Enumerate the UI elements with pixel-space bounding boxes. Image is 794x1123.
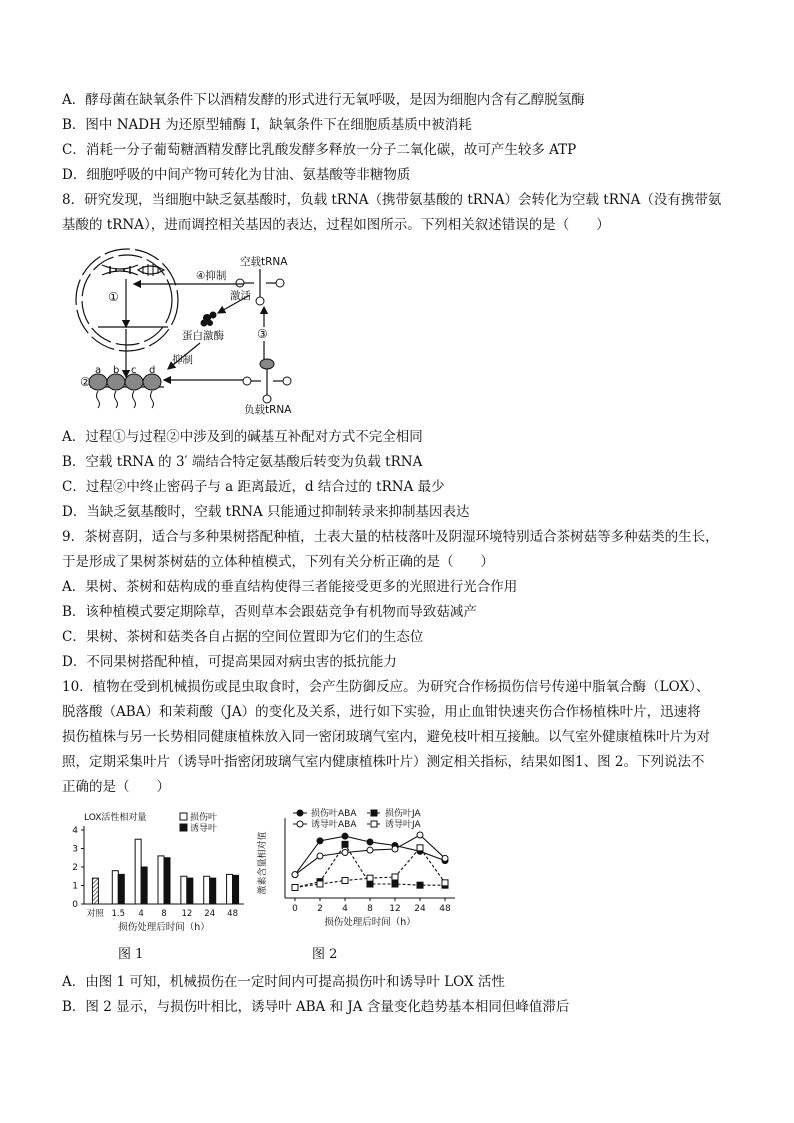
data-point (417, 882, 423, 888)
data-point (367, 839, 373, 845)
x-tick-label: 48 (439, 904, 451, 914)
x-axis-label: 损伤处理后时间（h） (118, 922, 210, 933)
bar-damaged-leaf (158, 856, 164, 904)
process-2-label: ② (80, 375, 91, 389)
legend-marker (371, 810, 377, 816)
x-tick-label: 4 (138, 909, 144, 919)
data-point (292, 872, 298, 878)
bar-induced-leaf (233, 875, 239, 904)
activate-label: 激活 (230, 290, 251, 302)
bar-damaged-leaf (135, 839, 141, 904)
data-point (367, 847, 373, 853)
loaded-trna-label: 负载tRNA (244, 404, 292, 416)
y-axis-label: 激素含量相对值 (258, 831, 268, 895)
ribosome-c-label: c (131, 365, 137, 376)
q8-option-d: D．当缺乏氨基酸时，空载 tRNA 只能通过抑制转录来抑制基因表达 (62, 504, 470, 520)
inhibit-4-label: ④抑制 (196, 270, 227, 282)
figure-1-caption: 图 1 (118, 947, 144, 962)
q10-stem-line2: 脱落酸（ABA）和茉莉酸（JA）的变化及关系，进行如下实验，用止血钳快速夹伤合作杨植株叶片，迅速将 (62, 704, 701, 720)
q8-stem-line1: 8．研究发现，当细胞中缺乏氨基酸时，负载 tRNA（携带氨基酸的 tRNA）会转化为空载 tRNA（没有携带氨 (62, 192, 722, 208)
data-point (367, 875, 373, 881)
bar-induced-leaf (164, 858, 170, 904)
q8-stem-line2: 基酸的 tRNA），进而调控相关基因的表达，过程如图所示。下列相关叙述错误的是（ ） (62, 217, 610, 233)
data-point (317, 838, 323, 844)
x-tick-label: 对照 (86, 909, 104, 919)
legend-label: 诱导叶 (190, 824, 218, 834)
x-tick-label: 12 (181, 909, 193, 919)
q10-stem-line5: 正确的是（ ） (62, 779, 170, 795)
process-3-label: ③ (257, 327, 268, 341)
x-tick-label: 24 (414, 904, 426, 914)
q9-option-a: A．果树、茶树和菇构成的垂直结构使得三者能接受更多的光照进行光合作用 (62, 579, 518, 595)
legend-label: 损伤叶ABA (311, 809, 357, 819)
bar-damaged-leaf (227, 874, 233, 904)
q10-stem-line3: 损伤植株与另一长势相同健康植株放入同一密闭玻璃气室内，避免枝叶相互接触。以气室外健康植株叶片为对 (62, 729, 710, 745)
q9-option-c: C．果树、茶树和菇类各自占据的空间位置即为它们的生态位 (62, 629, 424, 645)
data-point (342, 850, 348, 856)
data-point (392, 874, 398, 880)
q7-option-a: A．酵母菌在缺氧条件下以酒精发酵的形式进行无氧呼吸，是因为细胞内含有乙醇脱氢酶 (62, 92, 585, 108)
data-point (417, 845, 423, 851)
y-tick-label: 4 (72, 826, 78, 836)
polysome (89, 374, 164, 408)
q9-stem-line1: 9．茶树喜阴，适合与多种果树搭配种植，土表大量的枯枝落叶及阴湿环境特别适合茶树菇等多种菇类的生长， (62, 529, 719, 545)
legend-label: 损伤叶 (190, 813, 218, 823)
x-tick-label: 24 (204, 909, 216, 919)
q9-option-b: B．该种植模式要定期除草，否则草本会跟菇竞争有机物而导致菇减产 (62, 604, 477, 620)
data-point (342, 833, 348, 839)
bar-induced-leaf (118, 874, 124, 904)
q8-option-c: C．过程②中终止密码子与 a 距离最近，d 结合过的 tRNA 最少 (62, 479, 445, 495)
empty-trna-label: 空载tRNA (240, 256, 288, 268)
bar-damaged-leaf (181, 876, 187, 904)
x-tick-label: 12 (389, 904, 401, 914)
bar-induced-leaf (187, 878, 193, 904)
figure-2-line-chart (255, 808, 470, 938)
bar-control (92, 878, 98, 904)
ribosome-d-label: d (149, 365, 156, 376)
q8-option-a: A．过程①与过程②中涉及到的碱基互补配对方式不完全相同 (62, 429, 423, 445)
x-tick-label: 4 (342, 904, 348, 914)
legend-marker (371, 821, 377, 827)
q10-option-a: A．由图 1 可知，机械损伤在一定时间内可提高损伤叶和诱导叶 LOX 活性 (62, 974, 505, 990)
q7-option-d: D．细胞呼吸的中间产物可转化为甘油、氨基酸等非糖物质 (62, 167, 411, 183)
x-tick-label: 8 (161, 909, 167, 919)
dna-helix (102, 264, 164, 276)
q8-option-b: B．空载 tRNA 的 3′ 端结合特定氨基酸后转变为负载 tRNA (62, 454, 423, 470)
data-point (342, 841, 348, 847)
bar-damaged-leaf (112, 871, 118, 904)
legend-label: 损伤叶JA (385, 809, 421, 819)
x-tick-label: 48 (227, 909, 238, 919)
chart-title: LOX活性相对量 (84, 813, 147, 823)
q8-diagram (68, 243, 318, 423)
legend-swatch (180, 824, 187, 831)
q7-option-b: B．图中 NADH 为还原型辅酶 I，缺氧条件下在细胞质基质中被消耗 (62, 117, 472, 133)
x-tick-label: 0 (292, 904, 298, 914)
bar-induced-leaf (141, 867, 147, 904)
data-point (392, 881, 398, 887)
x-tick-label: 8 (367, 904, 373, 914)
x-tick-label: 2 (317, 904, 323, 914)
inhibit-label: 抑制 (172, 354, 193, 366)
data-point (317, 853, 323, 859)
process-1-label: ① (108, 290, 119, 304)
q9-option-d: D．不同果树搭配种植，可提高果园对病虫害的抵抗能力 (62, 654, 397, 670)
y-tick-label: 0 (72, 900, 78, 910)
q7-option-c: C．消耗一分子葡萄糖酒精发酵比乳酸发酵多释放一分子二氧化碳，故可产生较多 ATP (62, 142, 577, 158)
bar-damaged-leaf (204, 876, 210, 904)
legend-label: 诱导叶ABA (311, 820, 357, 830)
y-tick-label: 2 (72, 863, 78, 873)
protein-kinase-icon (201, 312, 217, 327)
legend-label: 诱导叶JA (385, 820, 421, 830)
y-tick-label: 1 (72, 881, 78, 892)
x-axis-label: 损伤处理后时间（h） (324, 917, 416, 928)
x-tick-label: 1.5 (111, 909, 126, 919)
data-point (317, 881, 323, 887)
legend-marker (297, 810, 303, 816)
ribosome-b-label: b (113, 365, 120, 376)
figure-2-caption: 图 2 (312, 947, 338, 962)
q10-option-b: B．图 2 显示，与损伤叶相比，诱导叶 ABA 和 JA 含量变化趋势基本相同但峰值滞后 (62, 999, 570, 1015)
ribosome-a-label: a (95, 365, 102, 376)
nucleus (76, 249, 178, 351)
data-point (442, 880, 448, 886)
loaded-trna (243, 359, 291, 403)
data-point (392, 846, 398, 852)
kinase-label: 蛋白激酶 (182, 330, 224, 342)
data-point (292, 885, 298, 891)
legend-marker (297, 821, 303, 827)
bar-induced-leaf (210, 878, 216, 904)
q10-stem-line4: 照，定期采集叶片（诱导叶指密闭玻璃气室内健康植株叶片）测定相关指标，结果如图1、图 2。下列说法不 (62, 754, 705, 770)
data-point (342, 878, 348, 884)
data-point (417, 832, 423, 838)
q9-stem-line2: 于是形成了果树茶树菇的立体种植模式，下列有关分析正确的是（ ） (62, 554, 494, 570)
data-point (367, 881, 373, 887)
legend-swatch (180, 813, 187, 820)
q10-stem-line1: 10．植物在受到机械损伤或昆虫取食时，会产生防御反应。为研究合作杨损伤信号传递中脂氧合酶（LOX）、 (62, 679, 710, 695)
data-point (442, 855, 448, 861)
figure-1-bar-chart (62, 808, 252, 938)
y-tick-label: 3 (72, 844, 78, 855)
